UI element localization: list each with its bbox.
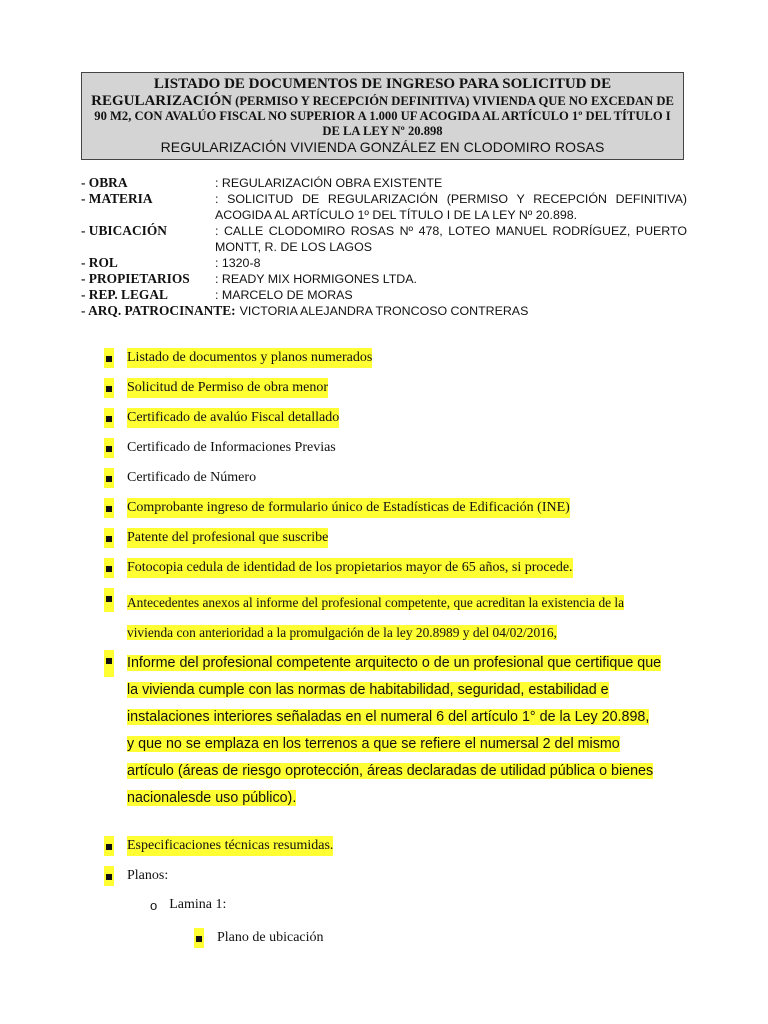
list-item <box>104 866 694 886</box>
list-item <box>104 438 694 458</box>
square-bullet-icon <box>104 650 114 677</box>
list-item <box>104 498 694 518</box>
list-item-text: Patente del profesional que suscribe <box>127 528 328 548</box>
rep-legal-label: - REP. LEGAL <box>81 287 168 302</box>
list-item <box>104 408 694 428</box>
square-bullet-icon <box>104 558 114 578</box>
info-row-propietarios <box>81 271 687 287</box>
list-item-text: Planos: <box>127 868 169 883</box>
list-item <box>104 650 694 812</box>
sub-list-item-lamina <box>150 897 226 913</box>
list-item-text: Certificado de Número <box>127 470 257 485</box>
document-subtitle: REGULARIZACIÓN VIVIENDA GONZÁLEZ EN CLODOMIRO ROSAS <box>160 139 605 155</box>
title-line-1: LISTADO DE DOCUMENTOS DE INGRESO PARA SOLICITUD DE <box>153 76 612 92</box>
list-item-text <box>127 650 661 812</box>
list-item-line: la vivienda cumple con las normas de habitabilidad, seguridad, estabilidad e <box>127 682 609 698</box>
square-bullet-icon <box>104 528 114 548</box>
list-item <box>104 588 694 648</box>
materia-value: : SOLICITUD DE REGULARIZACIÓN (PERMISO Y RECEPCIÓN DEFINITIVA) ACOGIDA AL ARTÍCULO 1º DEL TÍTULO I DE LA LEY Nº 20.898. <box>215 192 687 222</box>
list-item <box>104 558 694 578</box>
title-line-4: DE LA LEY Nº 20.898 <box>322 124 443 138</box>
title-line-2-rest: (PERMISO Y RECEPCIÓN DEFINITIVA) VIVIENDA QUE NO EXCEDAN DE <box>235 94 674 108</box>
list-item <box>104 468 694 488</box>
list-item-line: instalaciones interiores señaladas en el numeral 6 del artículo 1° de la Ley 20.898, <box>127 709 650 725</box>
list-item-text: Especificaciones técnicas resumidas. <box>127 836 333 856</box>
ubicacion-value: : CALLE CLODOMIRO ROSAS Nº 478, LOTEO MANUEL RODRÍGUEZ, PUERTO MONTT, R. DE LOS LAGOS <box>215 224 687 254</box>
plano-ubicacion-text: Plano de ubicación <box>217 930 324 945</box>
list-item-text <box>127 588 624 648</box>
circle-bullet-icon: o <box>150 897 158 913</box>
ubicacion-label: - UBICACIÓN <box>81 223 167 238</box>
info-row-obra <box>81 175 687 191</box>
list-item-text: Solicitud de Permiso de obra menor <box>127 378 328 398</box>
project-info <box>81 175 687 319</box>
document-checklist <box>104 348 694 886</box>
title-line-2 <box>82 93 683 109</box>
list-item-line: Antecedentes anexos al informe del profesional competente, que acreditan la existencia de la <box>127 595 625 610</box>
list-item-text: Certificado de avalúo Fiscal detallado <box>127 408 339 428</box>
propietarios-value: : READY MIX HORMIGONES LTDA. <box>215 272 417 286</box>
square-bullet-icon <box>104 498 114 518</box>
info-row-ubicacion <box>81 223 687 255</box>
obra-label: - OBRA <box>81 175 128 190</box>
lamina-label: Lamina 1: <box>169 897 227 912</box>
info-row-rep-legal <box>81 287 687 303</box>
list-item <box>104 528 694 548</box>
list-item <box>104 378 694 398</box>
square-bullet-icon <box>104 408 114 428</box>
square-bullet-icon <box>104 378 114 398</box>
list-item-text: Comprobante ingreso de formulario único de Estadísticas de Edificación (INE) <box>127 498 570 518</box>
square-bullet-icon <box>104 438 114 458</box>
rep-legal-value: : MARCELO DE MORAS <box>215 288 353 302</box>
square-bullet-icon <box>104 468 114 488</box>
sub-sub-list-item <box>194 928 324 948</box>
info-row-materia <box>81 191 687 223</box>
list-item <box>104 348 694 368</box>
info-row-rol <box>81 255 687 271</box>
list-item-line: vivienda con anterioridad a la promulgación de la ley 20.8989 y del 04/02/2016, <box>127 625 557 640</box>
list-item-line: y que no se emplaza en los terrenos a que se refiere el numersal 2 del mismo <box>127 736 620 752</box>
rol-label: - ROL <box>81 255 118 270</box>
list-item-line: artículo (áreas de riesgo oprotección, áreas declaradas de utilidad pública o bienes <box>127 763 654 779</box>
square-bullet-icon <box>194 928 204 948</box>
list-item-text: Fotocopia cedula de identidad de los propietarios mayor de 65 años, si procede. <box>127 558 573 578</box>
square-bullet-icon <box>104 836 114 856</box>
list-item-text: Listado de documentos y planos numerados <box>127 348 372 368</box>
square-bullet-icon <box>104 588 114 612</box>
square-bullet-icon <box>104 866 114 886</box>
info-row-arq-patrocinante <box>81 303 687 319</box>
arq-patrocinante-value: VICTORIA ALEJANDRA TRONCOSO CONTRERAS <box>239 304 529 318</box>
arq-patrocinante-label: - ARQ. PATROCINANTE: <box>81 303 236 318</box>
list-item-text: Certificado de Informaciones Previas <box>127 440 336 455</box>
title-box <box>81 72 684 160</box>
list-item <box>104 836 694 856</box>
title-line-3: 90 M2, CON AVALÚO FISCAL NO SUPERIOR A 1.000 UF ACOGIDA AL ARTÍCULO 1º DEL TÍTULO I <box>94 109 671 123</box>
title-line-2-main: REGULARIZACIÓN <box>91 93 232 109</box>
obra-value: : REGULARIZACIÓN OBRA EXISTENTE <box>215 176 443 190</box>
materia-label: - MATERIA <box>81 191 153 206</box>
propietarios-label: - PROPIETARIOS <box>81 271 190 286</box>
list-item-line: nacionalesde uso público). <box>127 790 297 806</box>
list-item-line: Informe del profesional competente arquitecto o de un profesional que certifique que <box>127 655 662 671</box>
square-bullet-icon <box>104 348 114 368</box>
rol-value: : 1320-8 <box>215 256 261 270</box>
